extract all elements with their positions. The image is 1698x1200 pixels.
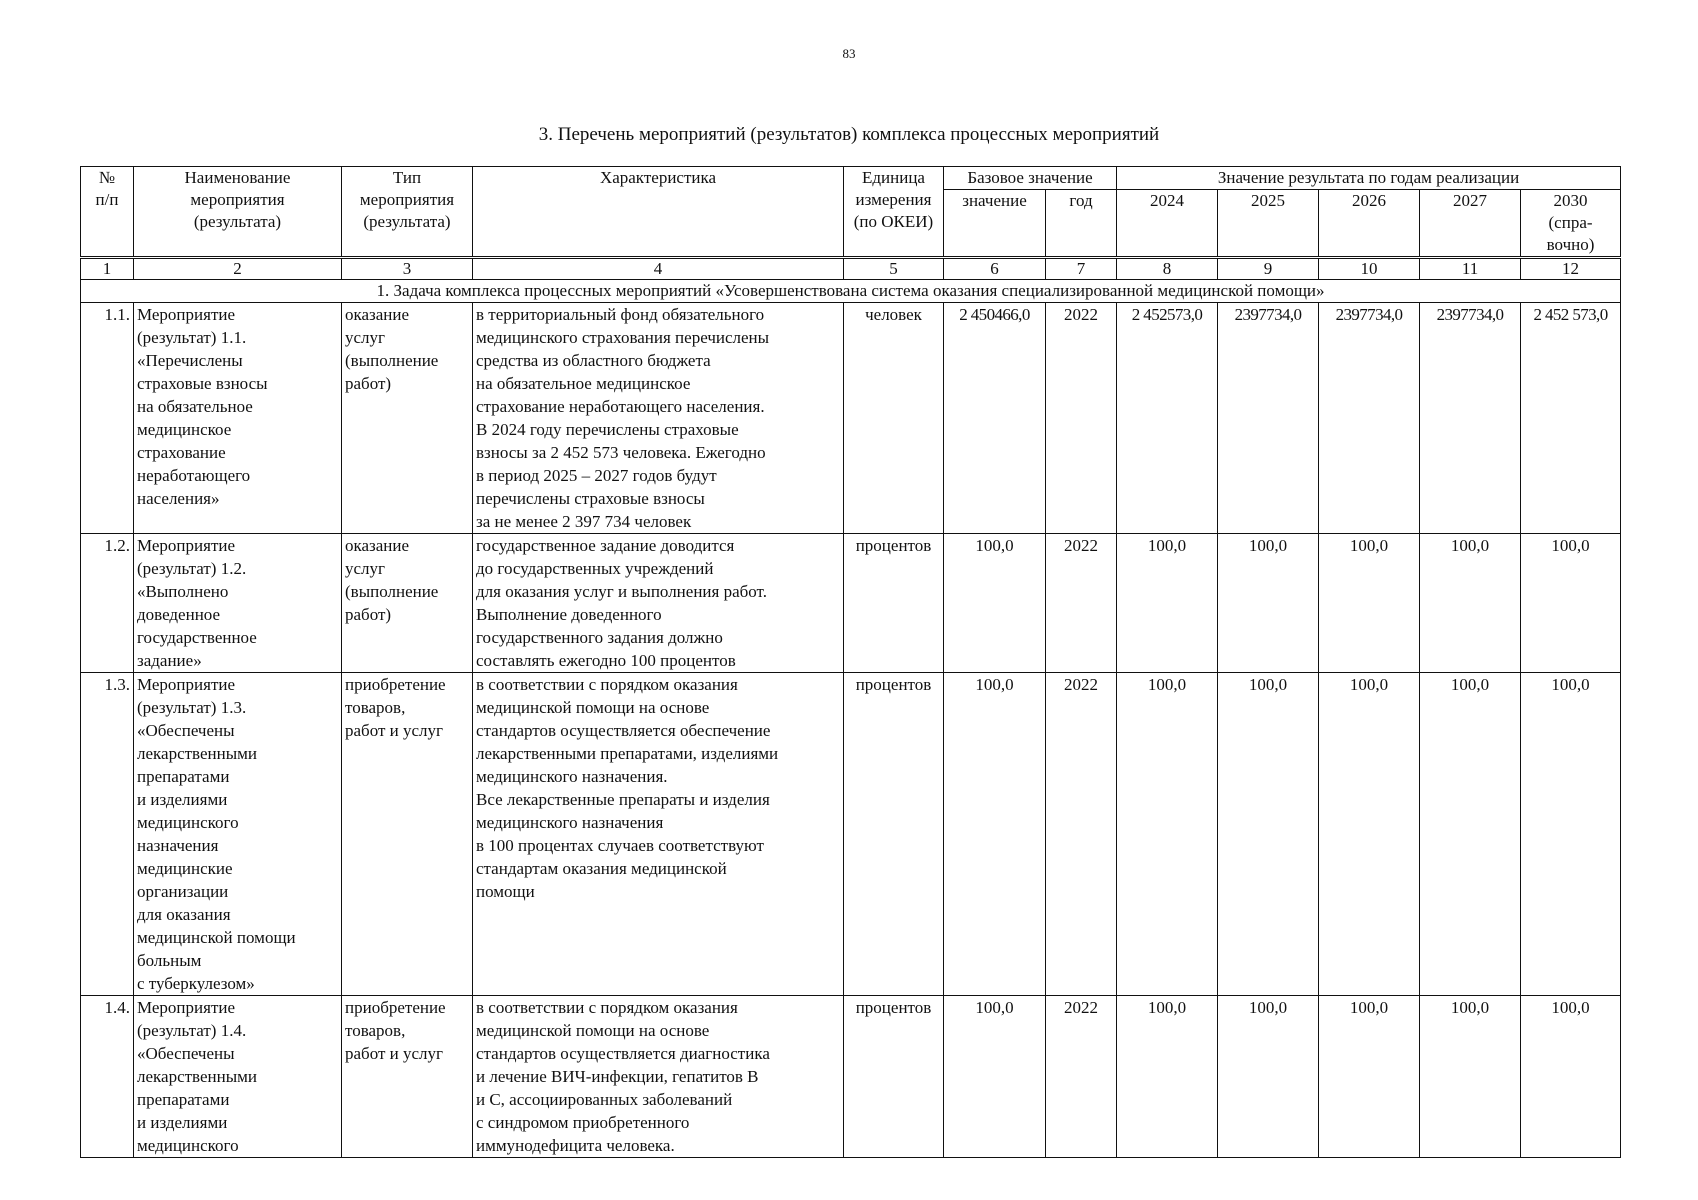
row-name: Мероприятие (результат) 1.2. «Выполнено доведенное государственное задание» [134, 534, 342, 673]
row-value-2027: 100,0 [1420, 673, 1521, 996]
header-characteristic: Характеристика [473, 167, 844, 258]
row-base-value: 100,0 [944, 534, 1046, 673]
row-value-2025: 2397734,0 [1218, 303, 1319, 534]
row-name: Мероприятие (результат) 1.1. «Перечислены страховые взносы на обязательное медицинское страхование неработающего населения» [134, 303, 342, 534]
header-year-2026: 2026 [1319, 190, 1420, 258]
header-row-1 [81, 167, 1621, 190]
row-base-value: 100,0 [944, 996, 1046, 1158]
row-value-2026: 100,0 [1319, 673, 1420, 996]
row-unit: процентов [844, 534, 944, 673]
header-unit: Единица измерения (по ОКЕИ) [844, 167, 944, 258]
column-number: 7 [1046, 258, 1117, 280]
row-base-year: 2022 [1046, 303, 1117, 534]
row-type: приобретение товаров, работ и услуг [342, 996, 473, 1158]
row-characteristic: в территориальный фонд обязательного медицинского страхования перечислены средства из областного бюджета на обязательное медицинское страхование неработающего населения. В 2024 году перечислены страховые взносы за 2 452 573 человека. Ежегодно в период 2025 – 2027 годов будут перечислены страховые взносы за не менее 2 397 734 человек [473, 303, 844, 534]
row-value-2030: 100,0 [1521, 534, 1621, 673]
column-number: 4 [473, 258, 844, 280]
measures-table [80, 166, 1621, 1158]
header-type: Тип мероприятия (результата) [342, 167, 473, 258]
row-value-2027: 100,0 [1420, 534, 1521, 673]
row-characteristic: государственное задание доводится до государственных учреждений для оказания услуг и выполнения работ. Выполнение доведенного государственного задания должно составлять ежегодно 100 процентов [473, 534, 844, 673]
row-characteristic: в соответствии с порядком оказания медицинской помощи на основе стандартов осуществляется диагностика и лечение ВИЧ-инфекции, гепатитов В и С, ассоциированных заболеваний с синдромом приобретенного иммунодефицита человека. [473, 996, 844, 1158]
column-number: 9 [1218, 258, 1319, 280]
row-name: Мероприятие (результат) 1.4. «Обеспечены лекарственными препаратами и изделиями медицинского [134, 996, 342, 1158]
row-unit: человек [844, 303, 944, 534]
row-value-2027: 2397734,0 [1420, 303, 1521, 534]
header-base-value: значение [944, 190, 1046, 258]
column-number: 11 [1420, 258, 1521, 280]
header-year-2025: 2025 [1218, 190, 1319, 258]
row-value-2024: 100,0 [1117, 673, 1218, 996]
column-number: 3 [342, 258, 473, 280]
row-value-2030: 100,0 [1521, 673, 1621, 996]
header-base-year: год [1046, 190, 1117, 258]
table-row [81, 673, 1621, 996]
row-number: 1.4. [81, 996, 134, 1158]
row-type: приобретение товаров, работ и услуг [342, 673, 473, 996]
header-num: № п/п [81, 167, 134, 258]
row-value-2030: 100,0 [1521, 996, 1621, 1158]
header-year-2024: 2024 [1117, 190, 1218, 258]
column-number: 6 [944, 258, 1046, 280]
row-unit: процентов [844, 673, 944, 996]
column-number: 8 [1117, 258, 1218, 280]
row-value-2024: 2 452573,0 [1117, 303, 1218, 534]
row-base-year: 2022 [1046, 534, 1117, 673]
header-years-group: Значение результата по годам реализации [1117, 167, 1621, 190]
row-unit: процентов [844, 996, 944, 1158]
row-value-2030: 2 452 573,0 [1521, 303, 1621, 534]
header-year-2030: 2030 (спра- вочно) [1521, 190, 1621, 258]
row-number: 1.1. [81, 303, 134, 534]
section-title: 1. Задача комплекса процессных мероприятий «Усовершенствована система оказания специализированной медицинской помощи» [81, 280, 1621, 303]
column-number: 5 [844, 258, 944, 280]
column-number: 10 [1319, 258, 1420, 280]
row-number: 1.2. [81, 534, 134, 673]
row-type: оказание услуг (выполнение работ) [342, 303, 473, 534]
table-row [81, 996, 1621, 1158]
column-number: 1 [81, 258, 134, 280]
header-year-2027: 2027 [1420, 190, 1521, 258]
row-base-year: 2022 [1046, 996, 1117, 1158]
section-row [81, 280, 1621, 303]
row-value-2026: 2397734,0 [1319, 303, 1420, 534]
row-value-2025: 100,0 [1218, 534, 1319, 673]
table-row [81, 303, 1621, 534]
row-number: 1.3. [81, 673, 134, 996]
column-number: 2 [134, 258, 342, 280]
table-row [81, 534, 1621, 673]
column-number-row [81, 258, 1621, 280]
row-value-2026: 100,0 [1319, 996, 1420, 1158]
row-value-2025: 100,0 [1218, 673, 1319, 996]
row-value-2025: 100,0 [1218, 996, 1319, 1158]
row-value-2026: 100,0 [1319, 534, 1420, 673]
row-value-2024: 100,0 [1117, 996, 1218, 1158]
row-characteristic: в соответствии с порядком оказания медицинской помощи на основе стандартов осуществляется обеспечение лекарственными препаратами, изделиями медицинского назначения. Все лекарственные препараты и изделия медицинского назначения в 100 процентах случаев соответствуют стандартам оказания медицинской помощи [473, 673, 844, 996]
row-type: оказание услуг (выполнение работ) [342, 534, 473, 673]
header-base-group: Базовое значение [944, 167, 1117, 190]
column-number: 12 [1521, 258, 1621, 280]
header-name: Наименование мероприятия (результата) [134, 167, 342, 258]
page-title: 3. Перечень мероприятий (результатов) комплекса процессных мероприятий [538, 124, 1160, 145]
row-value-2024: 100,0 [1117, 534, 1218, 673]
page-number: 83 [842, 46, 856, 61]
row-base-value: 100,0 [944, 673, 1046, 996]
row-base-year: 2022 [1046, 673, 1117, 996]
row-base-value: 2 450466,0 [944, 303, 1046, 534]
row-value-2027: 100,0 [1420, 996, 1521, 1158]
row-name: Мероприятие (результат) 1.3. «Обеспечены лекарственными препаратами и изделиями медицинского назначения медицинские организации для оказания медицинской помощи больным с туберкулезом» [134, 673, 342, 996]
